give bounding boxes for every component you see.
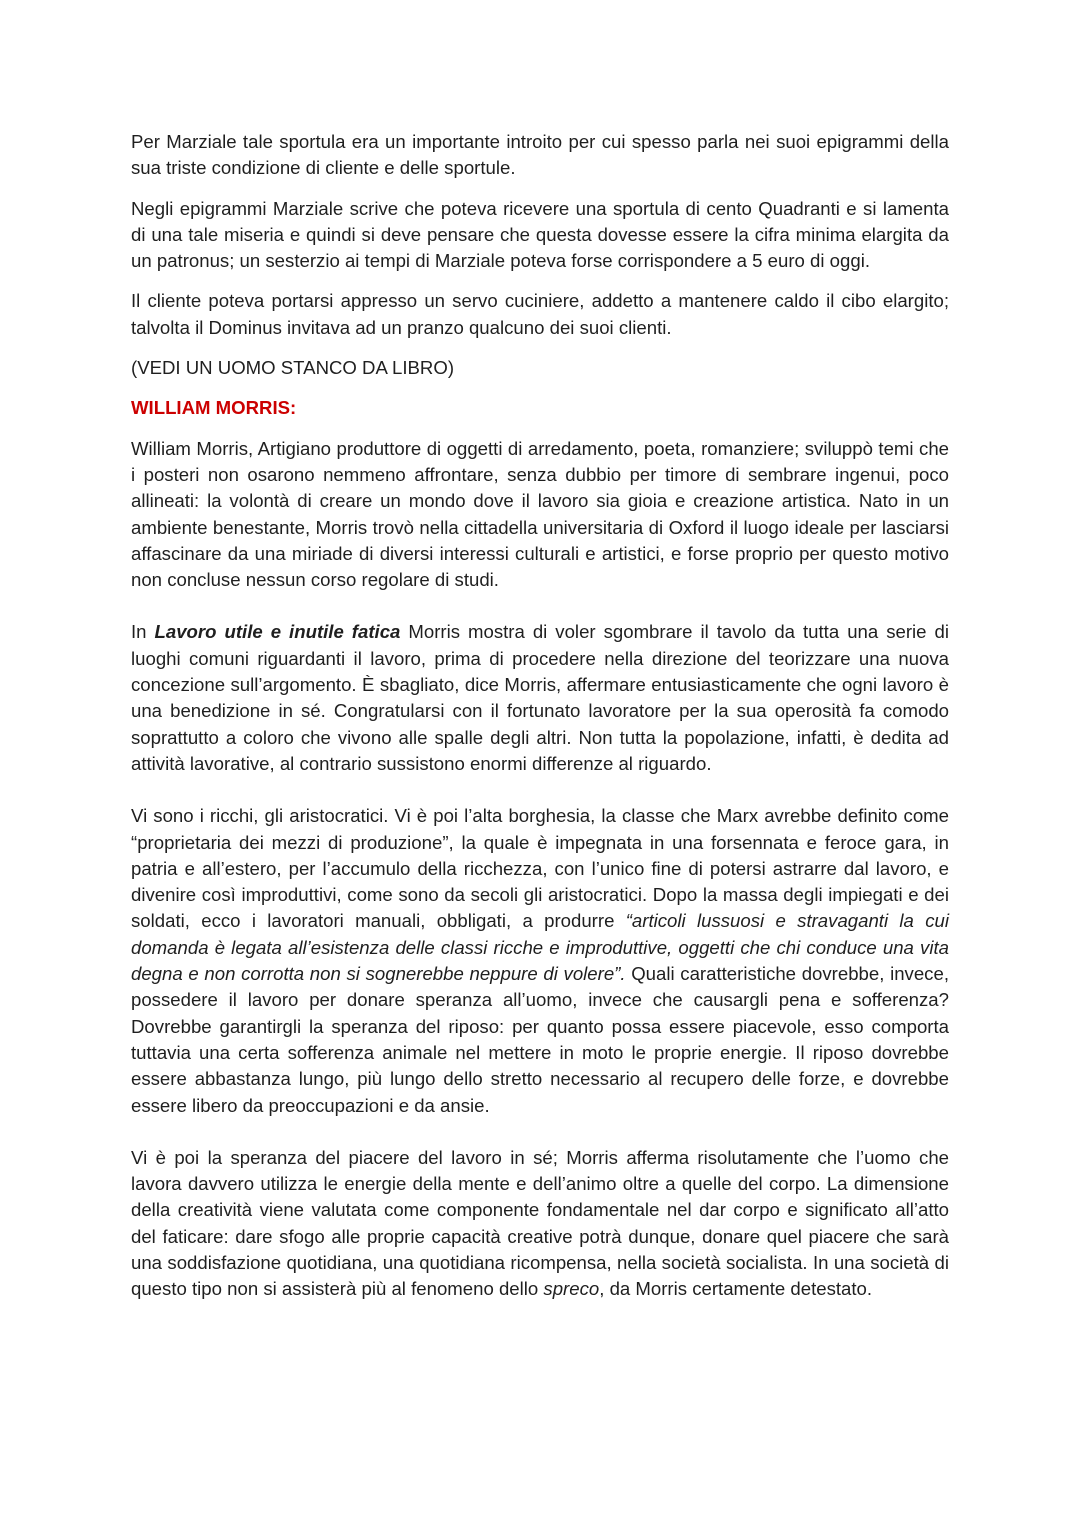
text-fragment: Morris mostra di voler sgombrare il tavolo da tutta una serie di luoghi comuni riguardanti il lavoro, prima di procedere nella direzione del teorizzare una nuova concezione sull’argomento. È sbagliato, dice Morris, affermare entusiasticamente che ogni lavoro è una benedizione in sé. Congratularsi con il fortunato lavoratore per la sua operosità fa comodo soprattutto a coloro che vivono alle spalle degli altri. Non tutta la popolazione, infatti, è dedita ad attività lavorative, al contrario sussistono enormi differenze al riguardo. bbox=[131, 621, 949, 774]
text-fragment: , da Morris certamente detestato. bbox=[599, 1278, 873, 1300]
paragraph-epigrammi: Negli epigrammi Marziale scrive che poteva ricevere una sportula di cento Quadranti e si lamenta di una tale miseria e quindi si deve pensare che questa dovesse essere la cifra minima elargita da un patronus; un sesterzio ai tempi di Marziale poteva forse corrispondere a 5 euro di oggi. bbox=[131, 197, 949, 272]
emphasis-spreco: spreco bbox=[543, 1278, 600, 1300]
book-title: Lavoro utile e inutile fatica bbox=[154, 621, 401, 643]
text-fragment: Quali caratteristiche dovrebbe, invece, possedere il lavoro per donare speranza all’uomo, invece che causargli pena e sofferenza? Dovrebbe garantirgli la speranza del riposo: per quanto possa essere piacevole, esso comporta tuttavia una certa sofferenza animale nel mettere in moto le proprie energie. Il riposo dovrebbe essere abbastanza lungo, più lungo dello stretto necessario al recupero delle forze, e dovrebbe essere libero da preoccupazioni e da ansie. bbox=[131, 963, 949, 1116]
section-heading-william-morris: WILLIAM MORRIS: bbox=[131, 397, 297, 419]
note-vedi-libro: (VEDI UN UOMO STANCO DA LIBRO) bbox=[131, 357, 455, 379]
paragraph-piacere-lavoro bbox=[131, 1145, 949, 1303]
paragraph-lavoro-utile bbox=[131, 619, 949, 777]
text-fragment: Vi è poi la speranza del piacere del lavoro in sé; Morris afferma risolutamente che l’uomo che lavora davvero utilizza le energie della mente e dell’animo oltre a quelle del corpo. La dimensione della creatività viene valutata come componente fondamentale nel dar corpo e significato all’atto del faticare: dare sfogo alle proprie capacità creative potrà dunque, donare quel piacere che sarà una soddisfazione quotidiana, una quotidiana ricompensa, nella società socialista. In una società di questo tipo non si assisterà più al fenomeno dello bbox=[131, 1146, 949, 1300]
document-page bbox=[131, 129, 949, 1303]
text-fragment: In bbox=[131, 621, 155, 643]
paragraph-classi-sociali bbox=[131, 803, 949, 1119]
quotation: “articoli lussuosi e stravaganti la cui domanda è legata all’esistenza delle classi ricche e improduttive, oggetti che chi conduce una vita degna e non corrotta non si sognerebbe neppure di volere”. bbox=[131, 910, 949, 985]
paragraph-cliente: Il cliente poteva portarsi appresso un servo cuciniere, addetto a mantenere caldo il cibo elargito; talvolta il Dominus invitava ad un pranzo qualcuno dei suoi clienti. bbox=[131, 290, 949, 338]
text-fragment: Vi sono i ricchi, gli aristocratici. Vi è poi l’alta borghesia, la classe che Marx avrebbe definito come “proprietaria dei mezzi di produzione”, la quale è impegnata in una forsennata e feroce gara, in patria e all’estero, per l’accumulo della ricchezza, con l’unico fine di potersi astrarre dal lavoro, e divenire così improduttivi, come sono da secoli gli aristocratici. Dopo la massa degli impiegati e dei soldati, ecco i lavoratori manuali, obbligati, a produrre bbox=[131, 805, 949, 932]
paragraph-morris-bio: William Morris, Artigiano produttore di oggetti di arredamento, poeta, romanziere; sviluppò temi che i posteri non osarono nemmeno affrontare, senza dubbio per timore di sembrare ingenui, poco allineati: la volontà di creare un mondo dove il lavoro sia gioia e creazione artistica. Nato in un ambiente benestante, Morris trovò nella cittadella universitaria di Oxford il luogo ideale per lasciarsi affascinare da una miriade di diversi interessi culturali e artistici, e forse proprio per questo motivo non concluse nessun corso regolare di studi. bbox=[131, 437, 949, 591]
paragraph-sportula-introito: Per Marziale tale sportula era un importante introito per cui spesso parla nei suoi epigrammi della sua triste condizione di cliente e delle sportule. bbox=[131, 131, 949, 179]
